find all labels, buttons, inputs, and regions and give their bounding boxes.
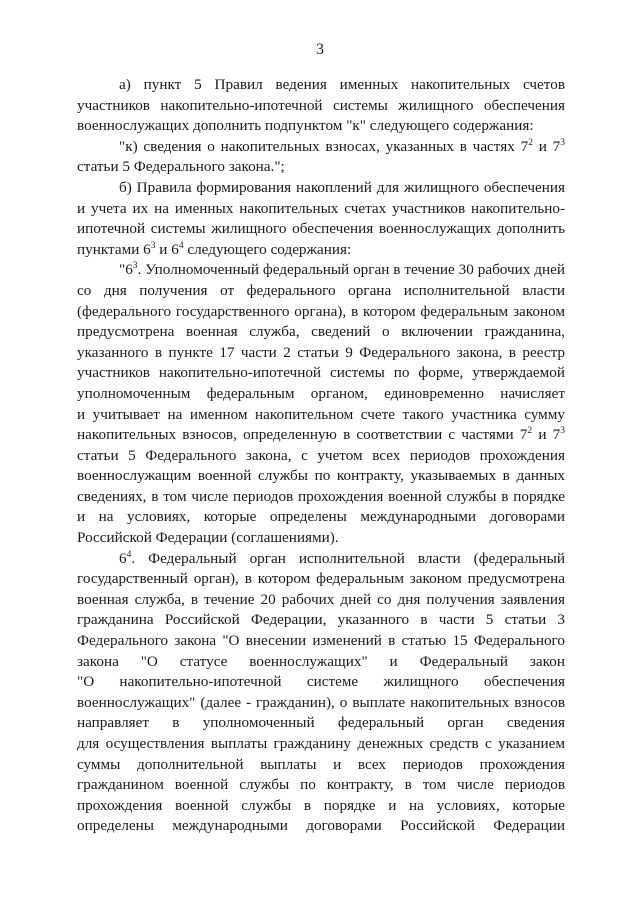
page-number: 3 [316,41,324,58]
line-text: а) пункт 5 Правил ведения именных накопительных счетов [119,76,565,93]
text-line [77,240,565,261]
line-text: суммы дополнительной выплаты и всех периодов прохождения [77,755,565,773]
superscript: 2 [527,426,533,437]
line-text: "6 [119,261,133,279]
text-line [77,343,565,364]
line-text: участников накопительно-ипотечной системы жилищного обеспечения [77,96,565,114]
text-line [77,672,565,693]
text-line [77,322,565,343]
text-line [77,652,565,673]
text-line [77,199,565,220]
line-text: гражданина Российской Федерации, указанного в части 5 статьи 3 [77,611,565,629]
superscript: 4 [178,240,184,251]
line-text: направляет в уполномоченный федеральный орган сведения [77,714,565,732]
text-line [77,631,565,652]
line-text: "к) сведения о накопительных взносах, указанных в частях 7 [119,137,529,155]
superscript: 2 [528,137,533,148]
text-line [77,96,565,117]
superscript: 3 [150,240,156,251]
line-text: военнослужащих" (далее - гражданин), о выплате накопительных взносов [77,693,565,711]
line-text: и 7 [532,137,561,155]
line-text: накопительных взносов, определенную в соответствии с частями 7 [77,426,528,444]
text-line [77,487,565,508]
line-text: статьи 5 Федерального закона, с учетом всех периодов прохождения [77,446,565,464]
line-text: и учитывает на именном накопительном счете такого участника сумму [77,405,565,423]
text-line [77,75,565,96]
text-line [77,775,565,796]
line-text: б) Правила формирования накоплений для жилищного обеспечения [119,178,565,196]
text-line [77,281,565,302]
text-line [77,137,565,158]
line-text: 6 [119,549,127,567]
text-line [77,528,565,549]
line-text: Федерального закона "О внесении изменений в статью 15 Федерального [77,632,565,650]
line-text: для осуществления выплаты гражданину денежных средств с указанием [77,735,565,752]
line-text: государственный орган), в котором федеральным законом предусмотрена [77,570,565,588]
text-line [77,610,565,631]
text-line [77,755,565,776]
text-line [77,116,565,137]
line-text: предусмотрена военная служба, сведений о включении гражданина, [77,323,565,341]
text-line [77,693,565,714]
line-text: статьи 5 Федерального закона."; [77,158,285,176]
line-text: и 6 [155,240,179,258]
line-text: сведениях, в том числе периодов прохождения военной службы в порядке [77,487,565,505]
text-line [77,425,565,446]
superscript: 3 [132,261,138,272]
text-line [77,446,565,467]
text-line [77,260,565,281]
line-text: (федерального государственного органа), в котором федеральным законом [77,302,565,320]
text-line [77,549,565,570]
text-line [77,507,565,528]
line-text: Российской Федерации (соглашениями). [77,529,339,547]
text-line [77,590,565,611]
line-text: "О накопительно-ипотечной системе жилищного обеспечения [77,673,565,691]
text-line [77,569,565,590]
line-text: ипотечной системы жилищного обеспечения военнослужащих дополнить [77,220,565,238]
line-text: следующего содержания: [183,240,352,258]
superscript: 4 [126,549,132,560]
line-text: гражданином военной службы по контракту, в том числе периодов [77,776,565,794]
line-text: указанного в пункте 17 части 2 статьи 9 Федерального закона, в реестр [77,343,565,361]
line-text: пунктами 6 [77,240,151,258]
line-text: военнослужащим военной службы по контракту, указываемых в данных [77,467,565,485]
line-text: . Уполномоченный федеральный орган в течение 30 рабочих дней [137,261,565,279]
text-line [77,796,565,817]
line-text: закона "О статусе военнослужащих" и Федеральный закон [77,652,565,670]
text-line [77,219,565,240]
document-body [77,75,565,837]
text-line [77,734,565,755]
line-text: определены международными договорами Российской Федерации [77,817,565,835]
text-line [77,713,565,734]
line-text: участников накопительно-ипотечной системы по форме, утверждаемой [77,364,565,382]
line-text: военная служба, в течение 20 рабочих дней со дня получения заявления [77,590,565,608]
text-line [77,302,565,323]
text-line [77,816,565,837]
line-text: со дня получения от федерального органа исполнительной власти [77,281,565,299]
text-line [77,384,565,405]
superscript: 3 [560,137,565,148]
line-text: и на условиях, которые определены международными договорами [77,508,565,526]
text-line [77,363,565,384]
line-text: военнослужащих дополнить подпунктом "к" следующего содержания: [77,117,534,135]
line-text: прохождения военной службы в порядке и на условиях, которые [77,796,565,814]
text-line [77,157,565,178]
line-text: и 7 [532,426,561,444]
text-line [77,466,565,487]
line-text: . Федеральный орган исполнительной власти (федеральный [131,549,565,567]
text-line [77,178,565,199]
text-line [77,405,565,426]
superscript: 3 [560,426,565,437]
line-text: уполномоченным федеральным органом, единовременно начисляет [77,384,565,402]
line-text: и учета их на именных накопительных счетах участников накопительно- [77,199,565,217]
